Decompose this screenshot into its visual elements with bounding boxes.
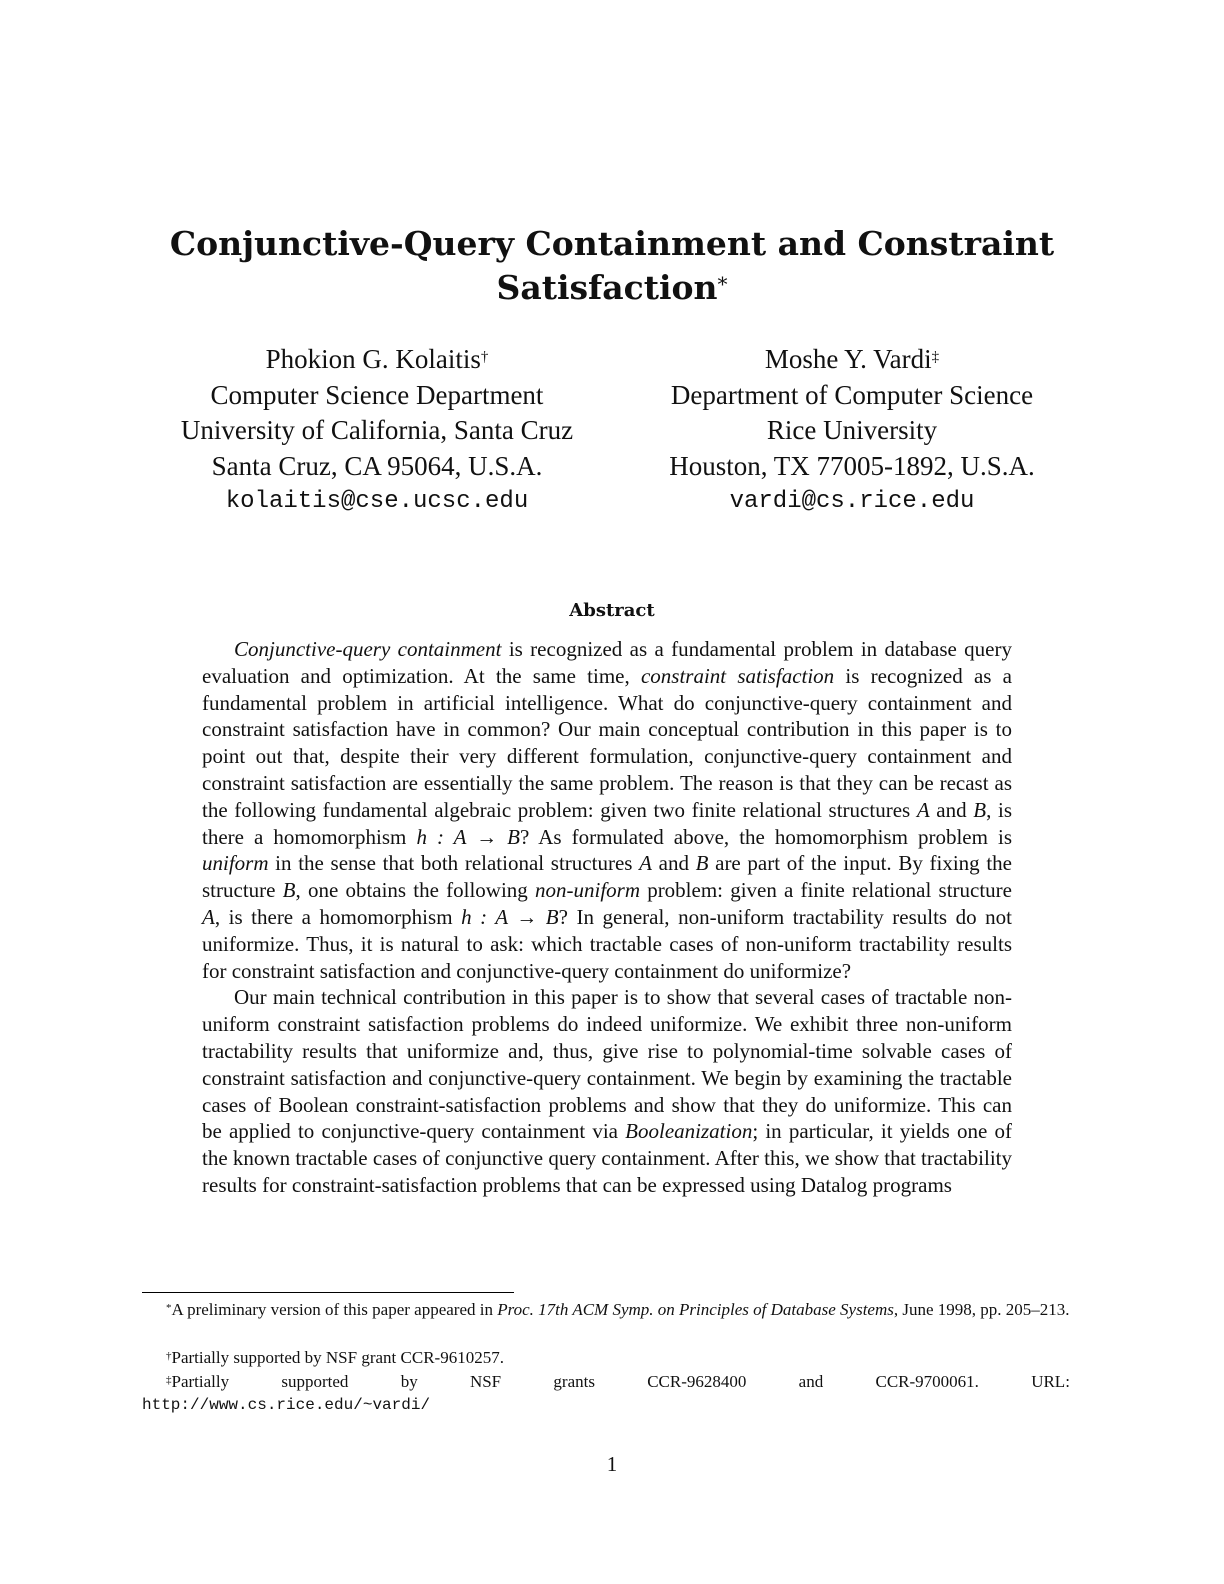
text-run: is recognized as a fundamental problem in artificial intelligence. What do conjunctive-query containment and constraint satisfaction have in common? Our main conceptual contribution in this paper is to point out that, despite their very different formulation, conjunctive-query containment and constraint satisfaction are essentially the same problem. The reason is that they can be recast as the following fundamental algebraic problem: given two finite relational structures	[202, 663, 1012, 822]
abstract-heading: Abstract	[569, 600, 655, 621]
footnote-word: CCR-9628400	[647, 1372, 747, 1391]
abstract-paragraph-1	[202, 636, 1012, 984]
author-email: kolaitis@cse.ucsc.edu	[225, 488, 529, 515]
footnote-mark: *	[166, 1302, 172, 1314]
author-email: vardi@cs.rice.edu	[729, 488, 975, 515]
text-run: and	[929, 797, 974, 822]
footnote-rule	[142, 1292, 514, 1293]
math-B: B	[695, 851, 709, 876]
author-department: Computer Science Department	[210, 379, 544, 410]
footnote-word: NSF	[469, 1372, 502, 1391]
text-run: , is there a homomorphism	[202, 797, 1013, 849]
page-number: 1	[606, 1452, 618, 1476]
math-A: A	[916, 797, 930, 822]
footnote-2	[142, 1346, 1070, 1370]
title-footnote-mark: *	[717, 272, 728, 296]
math-B: B	[282, 878, 296, 903]
author-address: Houston, TX 77005-1892, U.S.A.	[669, 450, 1035, 481]
text-run: Our main technical contribution in this paper is to show that several cases of tractable non-uniform constraint satisfaction problems do indeed uniformize. We exhibit three non-uniform tractability results that uniformize and, thus, give rise to polynomial-time solvable cases of constraint satisfaction and conjunctive-query containment. We begin by examining the tractable cases of Boolean constraint-satisfaction problems and show that they do uniformize. This can be applied to conjunctive-query containment via	[202, 985, 1012, 1144]
footnote-word	[166, 1370, 229, 1394]
author-footnote-mark: ‡	[931, 349, 940, 365]
footnote-word: by	[400, 1372, 418, 1391]
author-name-text: Phokion G. Kolaitis	[265, 344, 481, 374]
text-run: A preliminary version of this paper appeared in	[171, 1300, 498, 1319]
footnote-word: URL:	[1031, 1372, 1070, 1391]
math-homomorphism: h : A → B	[461, 904, 559, 929]
title-line-2	[0, 266, 1224, 310]
footnote-url-link[interactable]: http://www.cs.rice.edu/~vardi/	[142, 1395, 431, 1414]
author-block-vardi	[620, 342, 1084, 520]
math-homomorphism: h : A → B	[416, 824, 521, 849]
footnote-mark: †	[166, 1350, 172, 1362]
footnote-venue: Proc. 17th ACM Symp. on Principles of Database Systems	[497, 1300, 894, 1319]
math-A: A	[202, 904, 215, 929]
author-name	[620, 342, 1084, 378]
abstract-paragraph-2	[202, 984, 1012, 1198]
paper-title	[0, 222, 1224, 310]
title-line-1: Conjunctive-Query Containment and Constraint	[169, 224, 1055, 263]
author-institution: Rice University	[766, 415, 938, 445]
term-booleanization: Booleanization	[625, 1119, 753, 1144]
footnote-mark: ‡	[166, 1374, 172, 1386]
text-run: are part of the input. By fixing the structure	[202, 851, 1012, 903]
footnote-1	[142, 1298, 1070, 1322]
author-address: Santa Cruz, CA 95064, U.S.A.	[211, 450, 543, 481]
text-run: ? As formulated above, the homomorphism problem is	[520, 824, 1013, 849]
footnote-2-text	[142, 1346, 1070, 1370]
text-run: ? In general, non-uniform tractability results do not uniformize. Thus, it is natural to ask: which tractable cases of non-uniform tractability results for constraint satisfaction and conjunctive-query containment do uniformize?	[202, 904, 1012, 983]
footnote-1-text	[142, 1298, 1070, 1322]
footnote-3-line-1	[142, 1370, 1070, 1394]
text-run: , is there a homomorphism	[214, 904, 462, 929]
term-cq-containment: Conjunctive-query containment	[234, 637, 502, 661]
text-run: in the sense that both relational structures	[268, 851, 640, 876]
text-run: Partially	[171, 1372, 230, 1391]
author-department: Department of Computer Science	[670, 379, 1034, 410]
term-constraint-satisfaction: constraint satisfaction	[640, 663, 835, 688]
text-run: is recognized as a fundamental problem in database query evaluation and optimization. At the same time,	[202, 637, 1012, 688]
abstract-body	[202, 636, 1012, 1199]
author-name-text: Moshe Y. Vardi	[764, 344, 932, 374]
footnote-word: grants	[553, 1372, 595, 1391]
math-B: B	[973, 797, 987, 822]
term-non-uniform: non-uniform	[535, 878, 640, 903]
author-institution: University of California, Santa Cruz	[180, 415, 574, 445]
author-footnote-mark: †	[480, 349, 489, 365]
footnote-word: and	[798, 1372, 824, 1391]
footnote-3	[142, 1370, 1070, 1417]
text-run: , one obtains the following	[295, 878, 535, 903]
author-name	[110, 342, 644, 378]
text-run: problem: given a finite relational structure	[640, 878, 1012, 903]
text-run: and	[651, 851, 696, 876]
math-A: A	[639, 851, 652, 876]
text-run: ; in particular, it yields one of the known tractable cases of conjunctive query containment. After this, we show that tractability results for constraint-satisfaction problems that can be expressed using Datalog programs	[202, 1119, 1012, 1197]
text-run: Partially supported by NSF grant CCR-9610257.	[171, 1348, 504, 1367]
author-block-kolaitis	[110, 342, 644, 520]
term-uniform: uniform	[202, 851, 269, 876]
footnote-word: CCR-9700061.	[875, 1372, 979, 1391]
footnote-word: supported	[281, 1372, 349, 1391]
text-run: , June 1998, pp. 205–213.	[893, 1300, 1070, 1319]
title-line-2-text: Satisfaction	[496, 268, 718, 307]
